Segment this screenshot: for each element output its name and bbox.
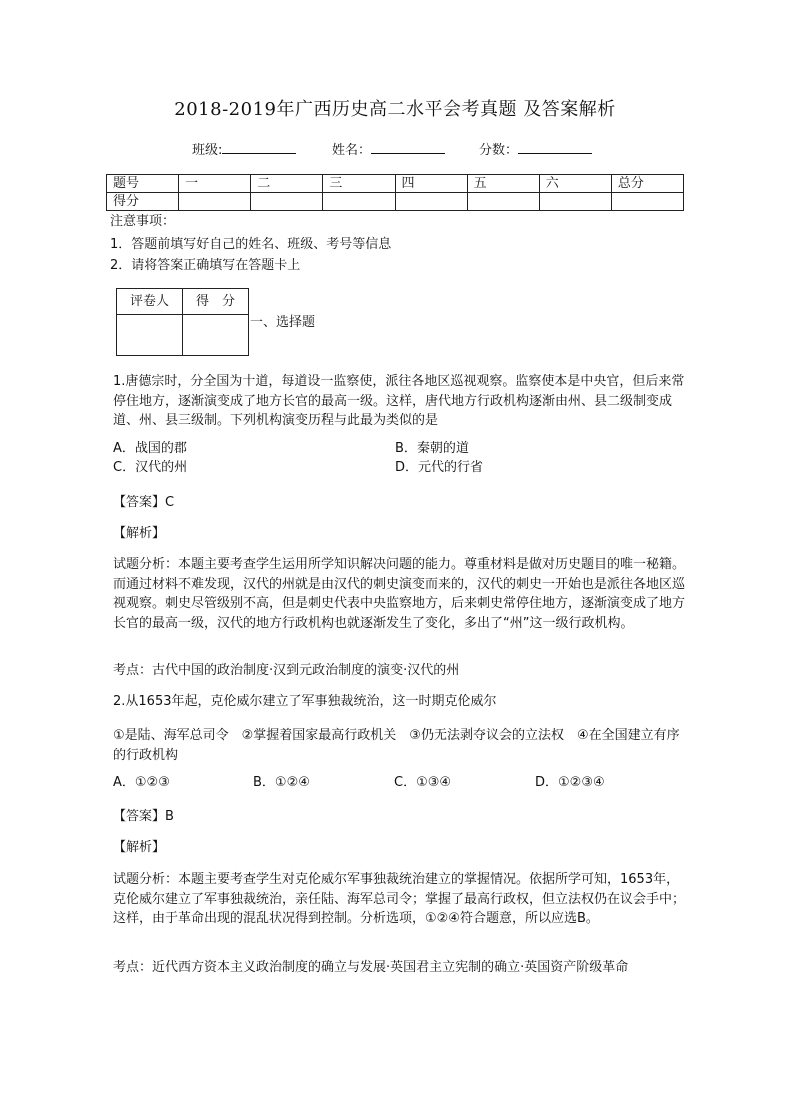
score-cell <box>179 193 251 211</box>
class-blank <box>222 140 296 154</box>
score-header-cell: 二 <box>251 175 323 193</box>
q1-analysis-heading: 【解析】 <box>113 526 166 541</box>
score-table-score-row <box>107 193 684 211</box>
grader-score-label: 得 分 <box>183 289 249 315</box>
q2-option-c: C．①③④ <box>394 775 452 790</box>
section-title: 一、选择题 <box>250 315 316 330</box>
q2-analysis: 试题分析：本题主要考查学生对克伦威尔军事独裁统治建立的掌握情况。依据所学可知，1653年，克伦威尔建立了军事独裁统治，亲任陆、海军总司令；掌握了最高行政权，但立法权仍在议会手中；这样，由于革命出现的混乱状况得到控制。分析选项，①②④符合题意，所以应选B。 <box>113 872 686 926</box>
score-cell <box>251 193 323 211</box>
notes-heading: 注意事项： <box>110 214 176 229</box>
score-row-label: 得分 <box>107 193 179 211</box>
score-cell <box>323 193 395 211</box>
grader-table <box>116 288 249 356</box>
score-cell <box>467 193 539 211</box>
q1-answer: 【答案】C <box>113 495 175 510</box>
score-header-cell: 题号 <box>107 175 179 193</box>
q2-analysis-heading: 【解析】 <box>113 840 166 855</box>
score-header-cell: 三 <box>323 175 395 193</box>
grader-cell <box>117 315 183 356</box>
score-field <box>479 140 592 161</box>
score-header-cell: 总分 <box>611 175 683 193</box>
name-label: 姓名： <box>332 143 372 158</box>
score-table <box>106 174 684 211</box>
q1-point: 考点：古代中国的政治制度·汉到元政治制度的演变·汉代的州 <box>113 663 460 678</box>
student-info-row <box>192 140 632 160</box>
notes-section <box>110 212 690 277</box>
question-1-stem: 1.唐德宗时，分全国为十道，每道设一监察使，派往各地区巡视观察。监察使本是中央官，但后来常停住地方，逐渐演变成了地方长官的最高一级。这样，唐代地方行政机构逐渐由州、县二级制变成道、州、县三级制。下列机构演变历程与此最为类似的是 <box>113 374 685 428</box>
q2-statements: ①是陆、海军总司令 ②掌握着国家最高行政机关 ③仍无法剥夺议会的立法权 ④在全国建立有序的行政机构 <box>113 728 680 763</box>
score-table-header-row <box>107 175 684 193</box>
name-blank <box>371 140 445 154</box>
score-cell <box>539 193 611 211</box>
score-header-cell: 五 <box>467 175 539 193</box>
class-field <box>192 140 296 161</box>
score-label: 分数： <box>479 143 519 158</box>
grader-score-cell <box>183 315 249 356</box>
page-title: 2018-2019年广西历史高二水平会考真题 及答案解析 <box>174 99 616 120</box>
score-header-cell: 六 <box>539 175 611 193</box>
q2-option-a: A．①②③ <box>113 775 170 790</box>
q2-point: 考点：近代西方资本主义政治制度的确立与发展·英国君主立宪制的确立·英国资产阶级革命 <box>113 960 629 975</box>
q1-analysis: 试题分析：本题主要考查学生运用所学知识解决问题的能力。尊重材料是做对历史题目的唯一秘籍。而通过材料不难发现，汉代的州就是由汉代的刺史演变而来的，汉代的刺史一开始也是派往各地区巡视观察。刺史尽管级别不高，但是刺史代表中央监察地方，后来刺史常停住地方，逐渐演变成了地方长官的最高一级，汉代的地方行政机构也就逐渐发生了变化，多出了“州”这一级行政机构。 <box>113 557 686 631</box>
score-header-cell: 四 <box>395 175 467 193</box>
question-2-stem: 2.从1653年起，克伦威尔建立了军事独裁统治，这一时期克伦威尔 <box>113 694 497 709</box>
class-label: 班级: <box>192 143 223 158</box>
notes-item: 1．答题前填写好自己的姓名、班级、考号等信息 <box>110 237 392 252</box>
notes-item: 2．请将答案正确填写在答题卡上 <box>110 258 301 273</box>
q1-option-c: C．汉代的州 <box>113 460 188 475</box>
score-header-cell: 一 <box>179 175 251 193</box>
q2-option-b: B．①②④ <box>253 775 310 790</box>
name-field <box>332 140 445 161</box>
q1-option-b: B．秦朝的道 <box>395 441 469 456</box>
score-cell <box>611 193 683 211</box>
q1-option-d: D．元代的行省 <box>395 460 484 475</box>
score-cell <box>395 193 467 211</box>
q2-option-d: D．①②③④ <box>535 775 605 790</box>
grader-label: 评卷人 <box>117 289 183 315</box>
score-blank <box>518 140 592 154</box>
q1-option-a: A．战国的郡 <box>113 441 187 456</box>
q2-answer: 【答案】B <box>113 809 174 824</box>
